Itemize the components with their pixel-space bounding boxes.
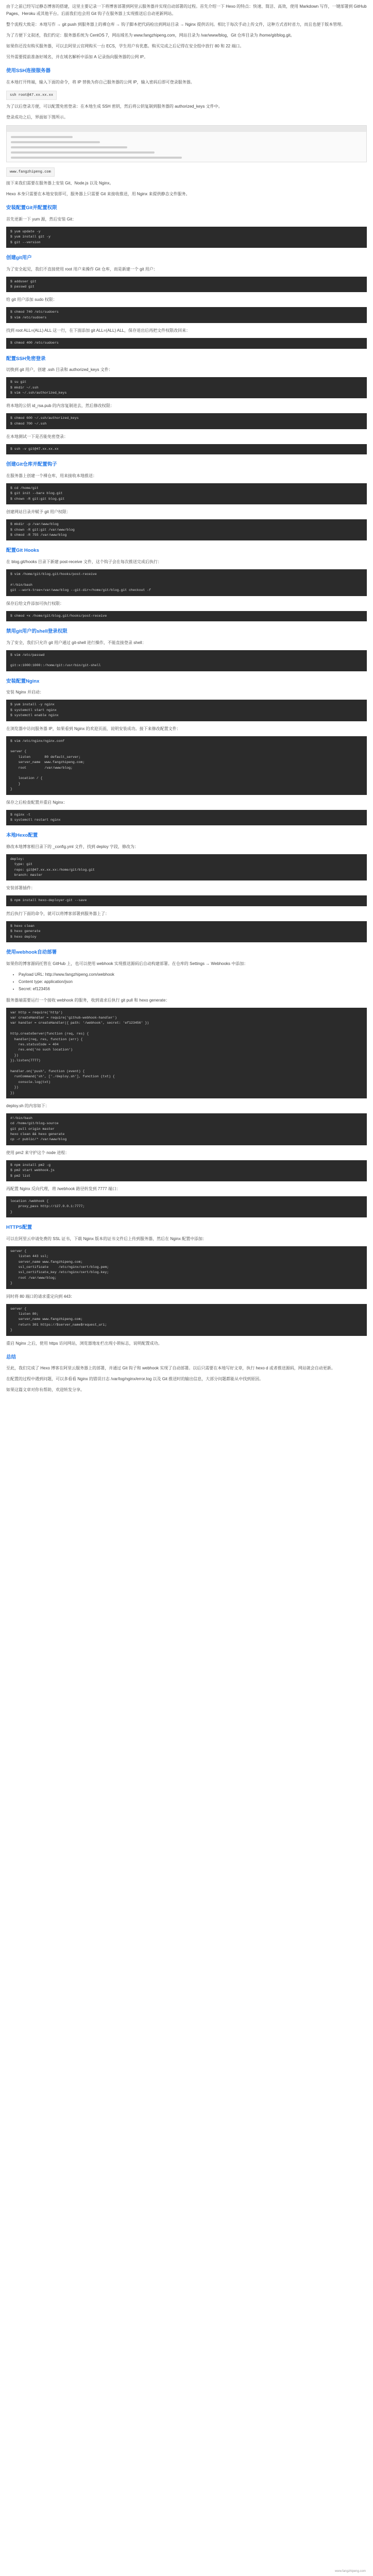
code-line: res.statusCode = 404: [10, 1043, 59, 1047]
code-line: location /webhook {: [10, 1199, 49, 1204]
paragraph: 在 blog.git/hooks 目录下新建 post-receive 文件，这个钩子会在每次推送完成后执行：: [6, 560, 162, 565]
paragraph: 服务器端需要运行一个接收 webhook 的服务，收到请求后执行 git pull 和 hexo generate：: [6, 997, 170, 1003]
paragraph: 找到 root ALL=(ALL) ALL 这一行，在下面添加 git ALL=(ALL) ALL，保存退出后再把文件权限改回来：: [6, 328, 191, 333]
code-line: $ vim /home/git/blog.git/hooks/post-receive: [10, 572, 97, 577]
code-line: ssl_certificate_key /etc/nginx/cert/blog.key;: [10, 1270, 109, 1275]
code-block: [6, 569, 367, 596]
code-line: }: [10, 1281, 12, 1285]
paragraph: 安装部署插件：: [6, 886, 35, 891]
code-line: $ hexo deploy: [10, 935, 37, 939]
code-line: $ vim /etc/sudoers: [10, 315, 47, 319]
code-line: $ yum install -y nginx: [10, 703, 55, 707]
code-line: handler.on('push', function (event) {: [10, 1069, 85, 1073]
code-line: $ git init --bare blog.git: [10, 492, 63, 496]
footer-watermark: www.fangzhipeng.com: [334, 2569, 366, 2573]
paragraph: 接下来我们需要在服务器上安装 Git、Node.js 以及 Nginx。: [6, 181, 114, 186]
code-line: }: [10, 1210, 12, 1214]
code-line: }): [10, 1053, 19, 1057]
paragraph: 切换到 git 用户，创建 .ssh 目录和 authorized_keys 文件：: [6, 367, 113, 372]
code-block: [6, 736, 367, 795]
code-line: $ nginx -t: [10, 812, 31, 817]
paragraph: 在服务器上创建一个裸仓库，用来接收本地推送：: [6, 473, 97, 479]
code-line: [10, 1026, 363, 1031]
url-snippet: ssh root@47.xx.xx.xx: [6, 91, 57, 100]
code-line: $ npm install hexo-deployer-git --save: [10, 899, 87, 903]
paragraph: 可以在阿里云申请免费的 SSL 证书，下载 Nginx 版本的证书文件后上传到服务器，然后在 Nginx 配置中添加：: [6, 1236, 207, 1241]
code-line: $ mkdir ~/.ssh: [10, 385, 39, 389]
code-line: var http = require('http'): [10, 1010, 63, 1014]
code-line: git:x:1000:1000::/home/git:/usr/bin/git-shell: [10, 664, 101, 668]
code-block: [6, 1196, 367, 1217]
paragraph: 至此，我们完成了 Hexo 博客在阿里云服务器上的部署，并通过 Git 钩子和 webhook 实现了自动部署。以后只需要在本地写好文章，执行 hexo d 或者推送源码，网站就会自动更新。: [6, 1366, 335, 1371]
code-line: hexo clean && hexo generate: [10, 1132, 65, 1137]
screenshot-image: [6, 125, 367, 162]
section-heading: 配置Git Hooks: [6, 548, 39, 554]
code-line: cd /home/git/blog-source: [10, 1122, 59, 1126]
code-block: [6, 307, 367, 323]
code-line: git pull origin master: [10, 1127, 55, 1131]
code-block: [6, 700, 367, 721]
paragraph: 如果这篇文章对你有帮助，欢迎转发分享。: [6, 1387, 84, 1393]
code-line: $ vim ~/.ssh/authorized_keys: [10, 391, 67, 395]
code-line: $ vim /etc/nginx/nginx.conf: [10, 739, 65, 743]
code-block: [6, 921, 367, 942]
list-item: • Payload URL: http://www.fangzhipeng.com/webhook: [19, 971, 367, 978]
paragraph: Hexo 本身只需要在本地安装即可，服务器上只需要 Git 来接收推送，用 Nginx 来提供静态文件服务。: [6, 192, 190, 197]
code-line: #!/bin/bash: [10, 583, 32, 587]
code-line: $ systemctl enable nginx: [10, 714, 59, 718]
article-content: [6, 3, 367, 1394]
code-line: }).listen(7777): [10, 1059, 41, 1063]
code-line: git --work-tree=/var/www/blog --git-dir=/home/git/blog.git checkout -f: [10, 588, 151, 592]
paragraph: 再配置 Nginx 反向代理，将 /webhook 路径转发到 7777 端口：: [6, 1187, 121, 1192]
paragraph: 如果你还没有购买服务器，可以去阿里云官网购买一台 ECS，学生用户有优惠。购买完成之后记得在安全组中放行 80 和 22 端口。: [6, 44, 244, 48]
code-line: $ chmod 740 /etc/sudoers: [10, 310, 59, 314]
code-line: res.end('no such location'): [10, 1048, 73, 1052]
code-line: listen 80;: [10, 1312, 39, 1316]
code-block: [6, 483, 367, 504]
code-line: proxy_pass http://127.0.0.1:7777;: [10, 1205, 85, 1209]
code-line: server {: [10, 750, 27, 754]
code-line: http.createServer(function (req, res) {: [10, 1032, 89, 1036]
code-line: }: [10, 787, 12, 791]
paragraph: 首先更新一下 yum 源，然后安装 Git：: [6, 216, 77, 222]
code-line: $ chmod 600 ~/.ssh/authorized_keys: [10, 416, 79, 420]
code-line: listen 443 ssl;: [10, 1255, 49, 1259]
code-block: [6, 338, 367, 348]
screenshot-text-line: [11, 157, 182, 159]
code-line: $ su git: [10, 380, 27, 384]
paragraph: 在本地打开终端，输入下面的命令，将 IP 替换为你自己服务器的公网 IP，输入密码后即可登录服务器。: [6, 79, 195, 84]
section-heading: 使用SSH连接服务器: [6, 68, 51, 74]
section-heading: 安装配置Git并配置权限: [6, 205, 57, 211]
code-line: $ chown -R git:git blog.git: [10, 497, 65, 501]
paragraph: 使用 pm2 来守护这个 node 进程：: [6, 1150, 70, 1155]
paragraph: 为了安全，我们只允许 git 用户通过 git-shell 进行操作，不能直接登录 shell：: [6, 640, 146, 645]
paragraph: 同时将 80 端口的请求重定向到 443：: [6, 1294, 75, 1299]
code-block: [6, 377, 367, 398]
paragraph: 给 git 用户添加 sudo 权限：: [6, 297, 57, 302]
code-line: repo: git@47.xx.xx.xx:/home/git/blog.git: [10, 868, 95, 872]
code-line: $ yum update -y: [10, 229, 41, 233]
screenshot-text-line: [11, 136, 73, 138]
paragraph: 由于之前已经写过静态博客的搭建，这里主要记录一下将博客部署到阿里云服务器并实现自动部署的过程。首先介绍一下 Hexo 的特点：快速、简洁、高效，使用 Markdown 写作，一键部署到 GitHub Pages、Heroku 或其他平台。后面我们也会用 Git 钩子在服务器上实现推送后自动更新网站。: [6, 4, 367, 16]
paragraph: 将本地的公钥 id_rsa.pub 的内容复制进去，然后修改权限：: [6, 403, 114, 409]
code-block: [6, 227, 367, 248]
screenshot-text-line: [11, 141, 100, 143]
code-line: [10, 658, 363, 663]
code-line: listen 80 default_server;: [10, 755, 81, 759]
paragraph: 在本地测试一下是否能免密登录：: [6, 434, 68, 439]
section-heading: 创建git用户: [6, 255, 32, 261]
code-line: $ passwd git: [10, 284, 35, 289]
code-line: }): [10, 1086, 19, 1090]
code-line: $ chmod 700 ~/.ssh: [10, 421, 47, 426]
code-line: location / {: [10, 776, 43, 781]
code-line: }: [10, 782, 21, 786]
code-block: [6, 1246, 367, 1289]
code-block: [6, 444, 367, 454]
code-line: $ ssh -v git@47.xx.xx.xx: [10, 447, 59, 451]
code-block: [6, 1160, 367, 1181]
code-line: $ git --version: [10, 240, 41, 244]
paragraph: 修改本地博客根目录下的 _config.yml 文件，找到 deploy 字段，修改为：: [6, 844, 139, 849]
code-block: [6, 277, 367, 293]
code-line: ssl_certificate /etc/nginx/cert/blog.pem;: [10, 1265, 109, 1269]
code-line: [10, 744, 363, 749]
paragraph: 然后执行下面的命令，就可以将博客部署到服务器上了：: [6, 911, 109, 916]
screenshot-text-line: [11, 146, 127, 148]
code-block: [6, 519, 367, 540]
code-block: [6, 611, 367, 621]
paragraph: 如果你的博客源码托管在 GitHub 上，也可以使用 webhook 实现推送源码后自动构建部署。在仓库的 Settings → Webhooks 中添加：: [6, 961, 248, 966]
code-line: $ chown -R git:git /var/www/blog: [10, 528, 75, 532]
code-line: runCommand('sh', ['./deploy.sh'], function (txt) {: [10, 1075, 115, 1079]
url-snippet: www.fangzhipeng.com: [6, 167, 55, 177]
code-line: $ chmod 400 /etc/sudoers: [10, 341, 59, 345]
paragraph: 在浏览器中访问服务器 IP，如果看到 Nginx 的欢迎页面，说明安装成功。接下来修改配置文件：: [6, 726, 181, 731]
paragraph: 为了以后登录方便，可以配置免密登录：在本地生成 SSH 密钥，然后将公钥复制到服务器的 authorized_keys 文件中。: [6, 104, 223, 109]
bullet-list: [19, 971, 367, 993]
code-line: }: [10, 1328, 12, 1332]
section-heading: 创建Git仓库并配置钩子: [6, 462, 57, 468]
section-heading: 本地Hexo配置: [6, 833, 38, 839]
code-line: $ hexo generate: [10, 929, 41, 934]
section-heading: 安装配置Nginx: [6, 678, 40, 684]
code-line: $ cd /home/git: [10, 486, 39, 490]
code-line: var createHandler = require('github-webhook-handler'): [10, 1016, 117, 1020]
paragraph: 保存后给文件添加可执行权限：: [6, 601, 64, 606]
paragraph: 另外需要提前准备好域名，并在域名解析中添加 A 记录指向服务器的公网 IP。: [6, 55, 148, 59]
code-block: [6, 1304, 367, 1336]
section-heading: 使用webhook自动部署: [6, 950, 57, 956]
code-line: $ hexo clean: [10, 924, 35, 928]
code-line: root /var/www/blog;: [10, 766, 73, 770]
code-line: deploy:: [10, 857, 25, 861]
paragraph: 为了安全起见，我们不直接使用 root 用户来操作 Git 仓库，而是新建一个 git 用户：: [6, 266, 158, 272]
paragraph: deploy.sh 的内容如下：: [6, 1103, 49, 1108]
code-line: $ systemctl restart nginx: [10, 818, 61, 822]
section-heading: 禁用git用户的shell登录权限: [6, 629, 67, 635]
code-line: type: git: [10, 862, 32, 867]
paragraph: 整个流程大致是：本地写作 → git push 到服务器上的裸仓库 → 钩子脚本把代码检出到网站目录 → Nginx 提供访问。相比于每次手动上传文件，这种方式省时省力，而且也便于版本管理。: [6, 22, 346, 27]
code-line: var handler = createHandler({ path: '/webhook', secret: 'ef123456' }): [10, 1021, 149, 1025]
code-line: [10, 771, 363, 776]
paragraph: 在配置的过程中遇到问题，可以多看看 Nginx 的错误日志 /var/log/nginx/error.log 以及 Git 推送时的输出信息，大部分问题都能从中找到原因。: [6, 1377, 264, 1382]
paragraph: 登录成功之后，界面如下图所示。: [6, 114, 68, 120]
code-block: [6, 854, 367, 881]
code-line: $ pm2 start webhook.js: [10, 1168, 55, 1173]
code-block: [6, 810, 367, 826]
code-line: #!/bin/bash: [10, 1116, 32, 1120]
code-line: server {: [10, 1249, 27, 1253]
paragraph: 重启 Nginx 之后，使用 https 访问网站，浏览器地址栏出现小锁标志，说明配置成功。: [6, 1341, 162, 1346]
section-heading: 配置SSH免密登录: [6, 355, 46, 362]
code-line: $ chmod -R 755 /var/www/blog: [10, 533, 67, 537]
code-line: $ pm2 list: [10, 1174, 31, 1178]
code-line: console.log(txt): [10, 1080, 51, 1084]
code-line: $ mkdir -p /var/www/blog: [10, 522, 59, 527]
code-line: [10, 577, 363, 582]
code-block: [6, 1113, 367, 1145]
paragraph: 为了方便下文叙述，我们约定：服务器系统为 CentOS 7，网站域名为 www.fangzhipeng.com，网站目录为 /var/www/blog，Git 仓库目录为 /home/git/blog.git。: [6, 33, 295, 38]
code-line: $ yum install git -y: [10, 235, 51, 239]
code-line: root /var/www/blog;: [10, 1276, 57, 1280]
list-item: • Secret: ef123456: [19, 986, 367, 993]
code-block: [6, 895, 367, 906]
code-line: $ chmod +x /home/git/blog.git/hooks/post-receive: [10, 614, 107, 618]
code-line: branch: master: [10, 873, 43, 877]
code-line: return 301 https://$server_name$request_uri;: [10, 1323, 107, 1327]
code-line: $ systemctl start nginx: [10, 708, 57, 712]
paragraph: 创建网站目录并赋予 git 用户权限：: [6, 510, 71, 515]
code-block: [6, 1008, 367, 1098]
code-line: server_name www.fangzhipeng.com;: [10, 760, 85, 765]
paragraph: 保存之后检查配置并重启 Nginx：: [6, 800, 67, 805]
paragraph: 安装 Nginx 并启动：: [6, 690, 44, 695]
code-line: cp -r public/* /var/www/blog: [10, 1138, 67, 1142]
code-line: $ adduser git: [10, 279, 37, 283]
code-line: handler(req, res, function (err) {: [10, 1037, 83, 1041]
screenshot-titlebar: [7, 126, 366, 132]
code-block: [6, 413, 367, 429]
code-line: server_name www.fangzhipeng.com;: [10, 1317, 83, 1321]
code-line: }): [10, 1091, 14, 1095]
screenshot-text-line: [11, 151, 155, 154]
code-line: server_name www.fangzhipeng.com;: [10, 1260, 83, 1264]
code-line: $ npm install pm2 -g: [10, 1163, 51, 1167]
code-line: $ vim /etc/passwd: [10, 653, 45, 657]
code-line: server {: [10, 1307, 27, 1311]
section-heading: 总结: [6, 1354, 16, 1360]
list-item: • Content type: application/json: [19, 978, 367, 986]
code-line: [10, 1064, 363, 1069]
code-block: [6, 650, 367, 671]
section-heading: HTTPS配置: [6, 1225, 32, 1231]
